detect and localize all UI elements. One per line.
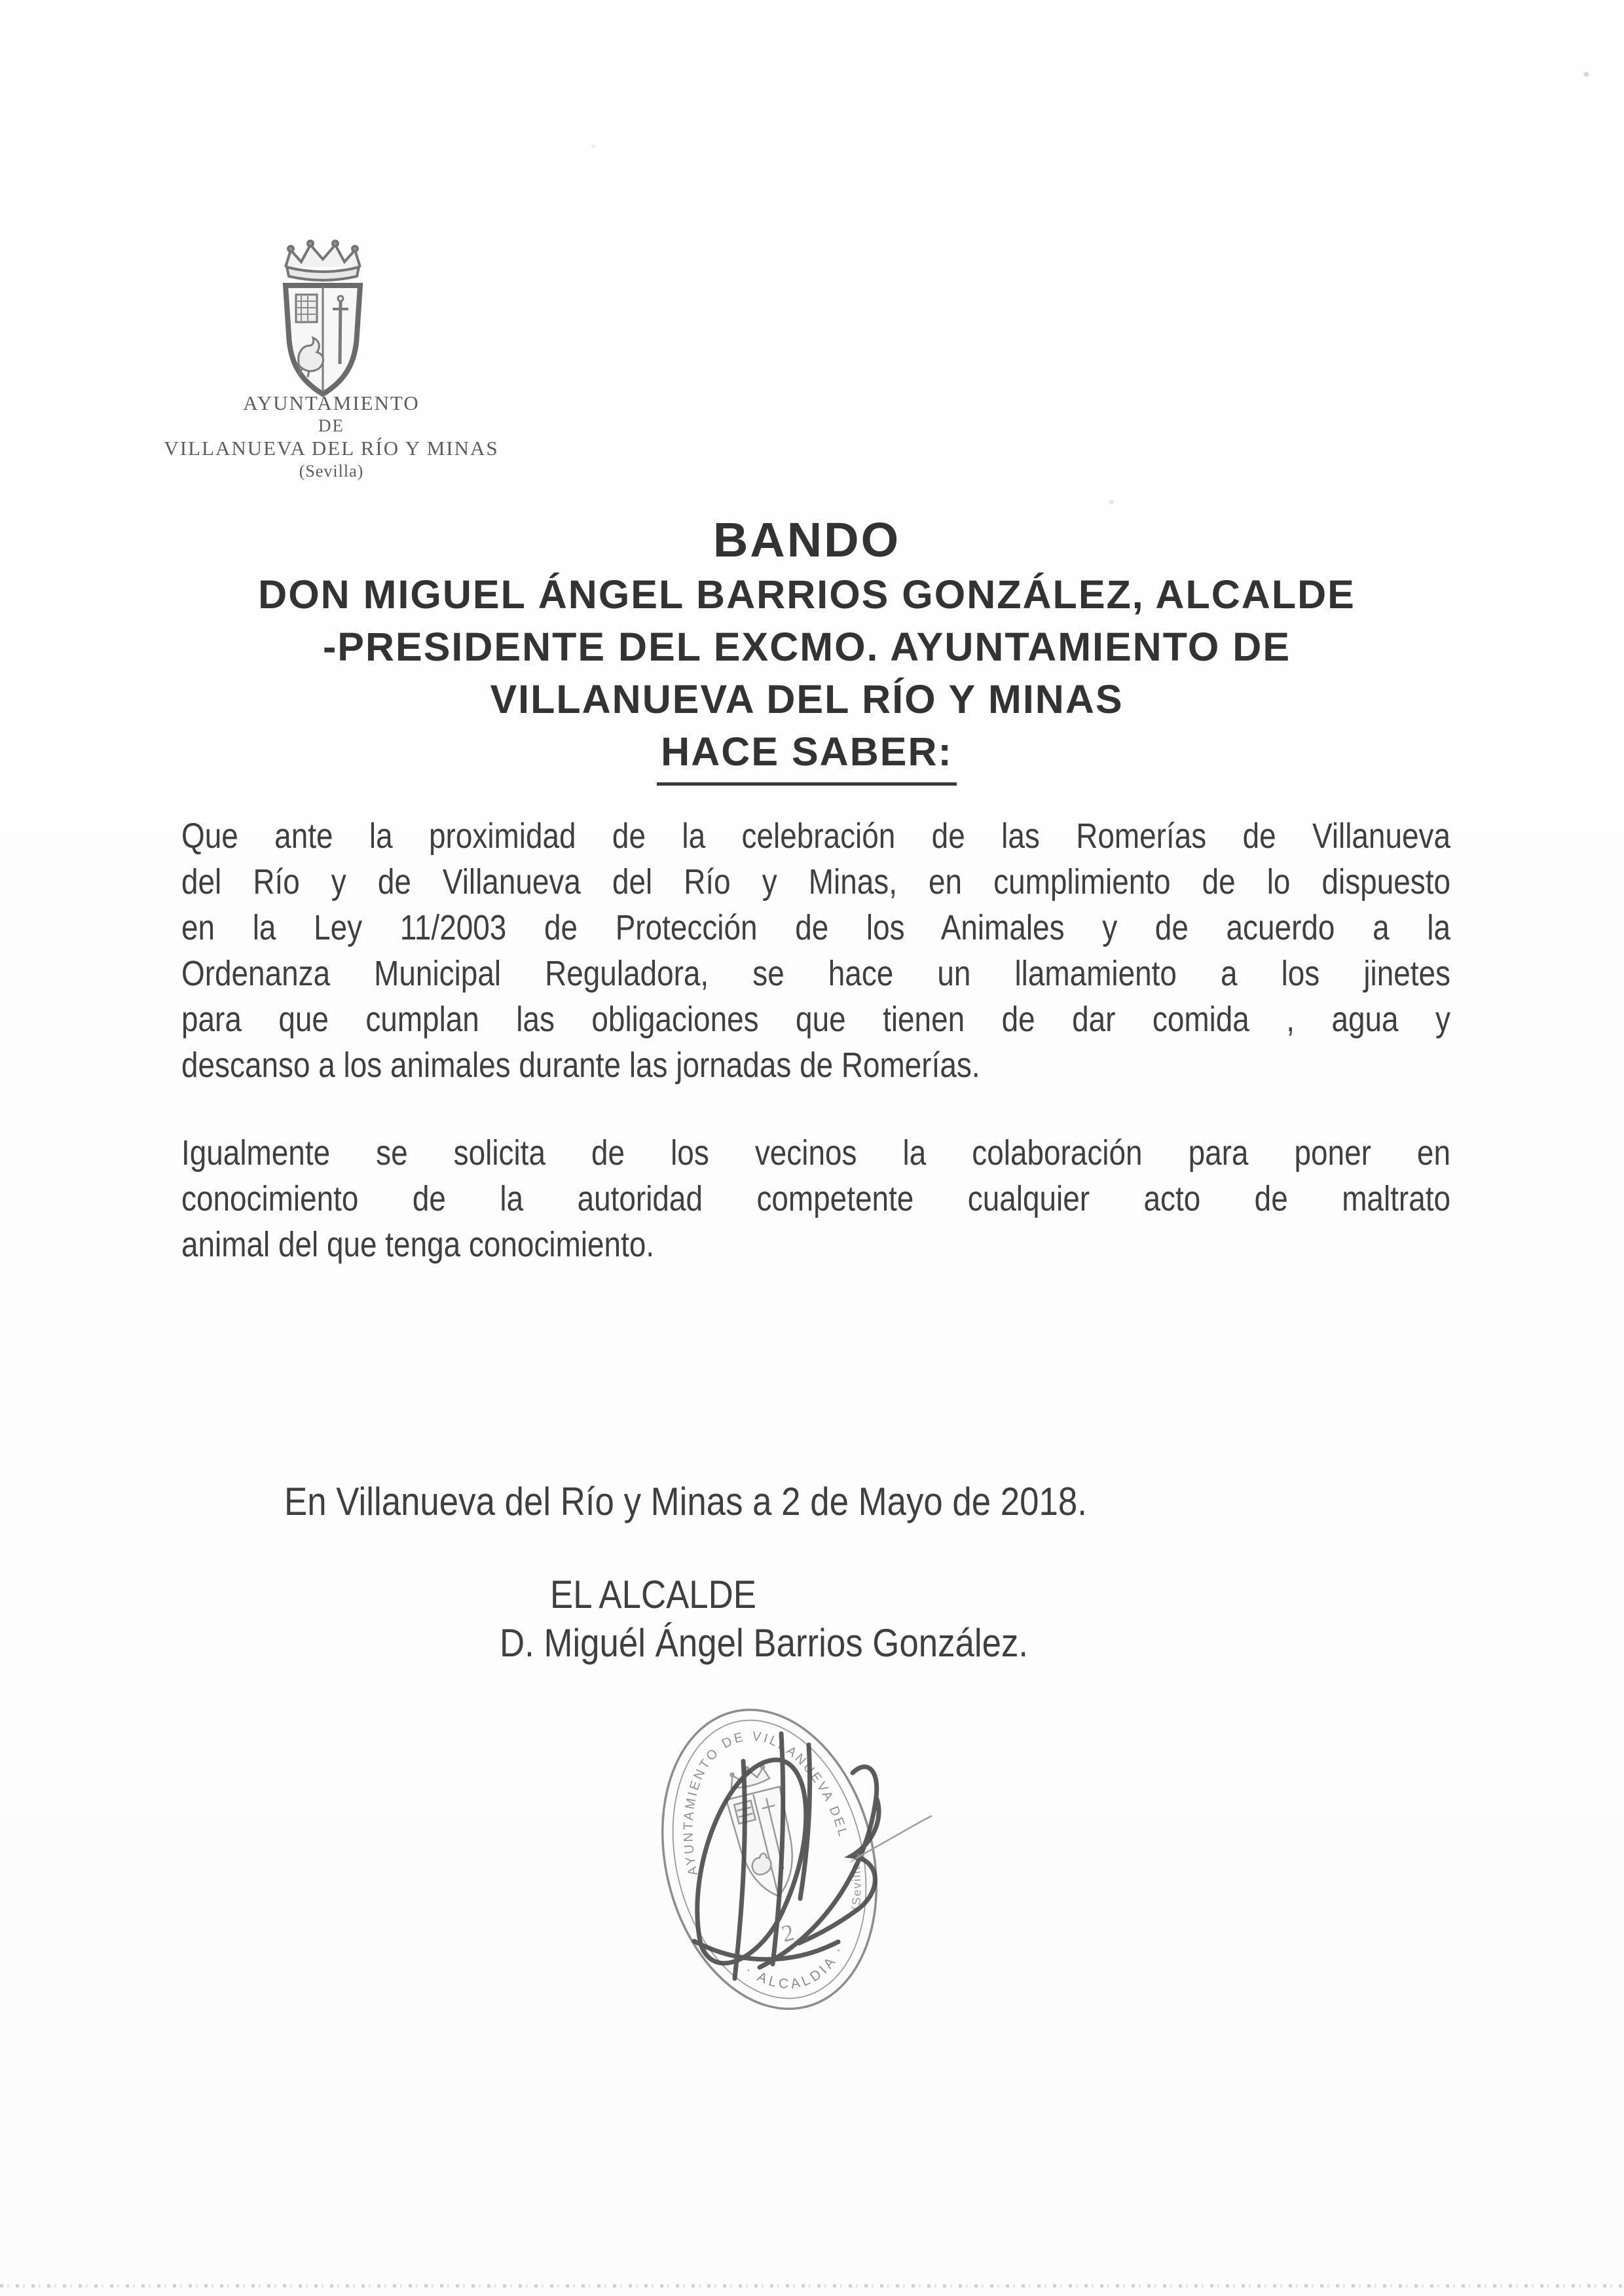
scan-speck <box>591 145 595 148</box>
seal-ring-text-top: AYUNTAMIENTO DE VILLANUEVA DEL <box>681 1729 851 1877</box>
logo-line-municipality: VILLANUEVA DEL RÍO Y MINAS <box>164 437 499 460</box>
heading-line-president: -PRESIDENTE DEL EXCMO. AYUNTAMIENTO DE <box>322 625 1291 669</box>
signer-role: EL ALCALDE <box>550 1573 757 1616</box>
p1-line: para que cumplan las obligaciones que tienen de dar comida , agua y <box>181 1000 1450 1039</box>
date-line: En Villanueva del Río y Minas a 2 de Mayo de 2018. <box>284 1480 1087 1523</box>
logo-line-province: (Sevilla) <box>299 462 364 481</box>
seal-ring-text-bottom: · ALCALDIA · <box>743 1941 848 1992</box>
heading-line-mayor-name: DON MIGUEL ÁNGEL BARRIOS GONZÁLEZ, ALCALDE <box>258 572 1356 617</box>
p2-line: conocimiento de la autoridad competente cualquier acto de maltrato <box>181 1179 1450 1218</box>
seal-ring-text-side: (Sevilla) <box>847 1856 864 1911</box>
p1-line: del Río y de Villanueva del Río y Minas, en cumplimiento de lo dispuesto <box>181 862 1450 902</box>
paragraph-1 <box>181 813 1450 1088</box>
scan-speck <box>1109 500 1114 504</box>
p1-line: descanso a los animales durante las jornadas de Romerías. <box>181 1046 980 1085</box>
p2-line: animal del que tenga conocimiento. <box>181 1225 655 1264</box>
seal-number: 2 <box>779 1918 797 1948</box>
body-text <box>181 813 1450 1267</box>
scan-artifact-line <box>0 2284 1624 2287</box>
p2-line: Igualmente se solicita de los vecinos la colaboración para poner en <box>181 1133 1450 1173</box>
signer-name: D. Miguél Ángel Barrios González. <box>500 1621 1029 1665</box>
document-heading <box>0 512 1614 786</box>
logo-caption <box>164 392 499 483</box>
p1-line: Que ante la proximidad de la celebración de las Romerías de Villanueva <box>181 816 1450 856</box>
shield-icon <box>286 285 360 394</box>
p1-line: Ordenanza Municipal Reguladora, se hace un llamamiento a los jinetes <box>181 954 1450 993</box>
heading-line-municipality: VILLANUEVA DEL RÍO Y MINAS <box>490 677 1124 721</box>
logo-line-de: DE <box>318 416 344 435</box>
p1-line: en la Ley 11/2003 de Protección de los Animales y de acuerdo a la <box>181 908 1450 947</box>
coat-of-arms-icon <box>261 233 385 398</box>
crown-icon <box>286 241 360 280</box>
official-seal <box>622 1683 1080 2049</box>
scan-speck <box>1583 72 1589 77</box>
heading-line-hace-saber <box>0 725 1614 786</box>
hace-saber-underlined: HACE SABER: <box>657 725 957 786</box>
page-title: BANDO <box>712 513 901 567</box>
paragraph-2 <box>181 1130 1450 1267</box>
logo-line-ayuntamiento: AYUNTAMIENTO <box>243 392 420 414</box>
